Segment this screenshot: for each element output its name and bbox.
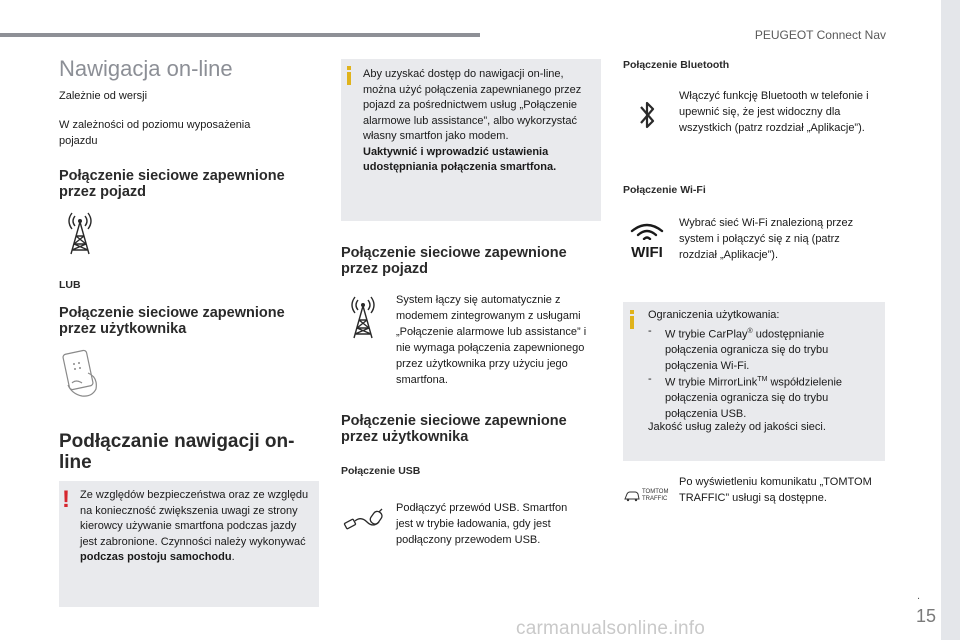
- footer-mark: .: [916, 590, 920, 602]
- side-margin-bar: [941, 0, 960, 640]
- phone-hand-icon: [58, 349, 106, 399]
- version-note: Zależnie od wersji: [59, 90, 148, 102]
- header-rule: [0, 33, 480, 37]
- usb-cable-icon: [343, 506, 385, 536]
- bluetooth-text: Włączyć funkcję Bluetooth w telefonie i upewnić się, że jest widoczny dla wszystkich (patrz rozdział „Aplikacje”).: [679, 90, 869, 134]
- info-icon: [629, 310, 635, 329]
- wifi-heading: Połączenie Wi-Fi: [623, 184, 706, 196]
- info-text: Aby uzyskać dostęp do nawigacji on-line, można użyć połączenia zapewnianego przez pojazd za pośrednictwem usług „Połączenie alarmowe lub assistance”, albo wykorzystać własny smartfon jako modem. Uaktywnić i wprowadzić ustawienia udostępniania połączenia smartfona.: [363, 68, 582, 173]
- limit-dash-2: -: [648, 373, 652, 385]
- header-brand: PEUGEOT Connect Nav: [754, 28, 886, 42]
- usb-heading: Połączenie USB: [341, 465, 421, 477]
- page-title: Nawigacja on-line: [59, 56, 233, 81]
- tomtom-icon: TOMTOM TRAFFIC: [624, 489, 672, 502]
- or-label: LUB: [59, 279, 81, 291]
- connect-navigation-heading: Podłączanie nawigacji on-line: [59, 431, 295, 473]
- tomtom-text: Po wyświetleniu komunikatu „TOMTOM TRAFFIC” usługi są dostępne.: [679, 476, 872, 504]
- user-connection-heading: Połączenie sieciowe zapewnione przez użytkownika: [59, 305, 285, 337]
- equipment-note: W zależności od poziomu wyposażenia pojazdu: [59, 119, 251, 147]
- limit-carplay: W trybie CarPlay® udostępnianie połączenia ogranicza się do trybu połączenia Wi-Fi.: [665, 328, 829, 372]
- wifi-icon: WIFI: [626, 222, 668, 261]
- limits-footer: Jakość usług zależy od jakości sieci.: [648, 421, 826, 433]
- wifi-arcs-icon: [629, 222, 665, 240]
- warning-text: Ze względów bezpieczeństwa oraz ze względu na konieczność zwiększenia uwagi ze strony kierowcy używanie smartfona podczas jazdy jest zabronione. Czynności należy wykonywać podczas postoju samochodu.: [80, 489, 309, 563]
- bluetooth-heading: Połączenie Bluetooth: [623, 59, 730, 71]
- info-icon: [346, 66, 352, 85]
- antenna-icon: [63, 212, 97, 256]
- limit-mirrorlink: W trybie MirrorLink™ współdzielenie połączenia ogranicza się do trybu połączenia USB.: [665, 376, 843, 420]
- page-number: 15: [916, 606, 937, 626]
- wifi-text: Wybrać sieć Wi-Fi znalezioną przez system i połączyć się z nią (patrz rozdział „Aplikacje”).: [679, 217, 854, 261]
- antenna-icon: [346, 296, 380, 340]
- user-connection-heading-2: Połączenie sieciowe zapewnione przez użytkownika: [341, 413, 567, 445]
- tomtom-car-icon: [624, 490, 640, 502]
- limits-title: Ograniczenia użytkowania:: [648, 309, 780, 321]
- warning-icon: !: [62, 486, 70, 513]
- vehicle-connection-text: System łączy się automatycznie z modemem zintegrowanym z usługami „Połączenie alarmowe lub assistance” i nie wymaga połączenia zapewnionego przez użytkownika przy użyciu jego smartfona.: [396, 294, 587, 386]
- vehicle-connection-heading-2: Połączenie sieciowe zapewnione przez pojazd: [341, 245, 567, 277]
- bluetooth-icon: [637, 98, 657, 132]
- watermark: carmanualsonline.info: [516, 618, 706, 639]
- vehicle-connection-heading: Połączenie sieciowe zapewnione przez pojazd: [59, 168, 285, 200]
- limit-dash-1: -: [648, 325, 652, 337]
- usb-text: Podłączyć przewód USB. Smartfon jest w trybie ładowania, gdy jest podłączony przewodem USB.: [396, 502, 568, 546]
